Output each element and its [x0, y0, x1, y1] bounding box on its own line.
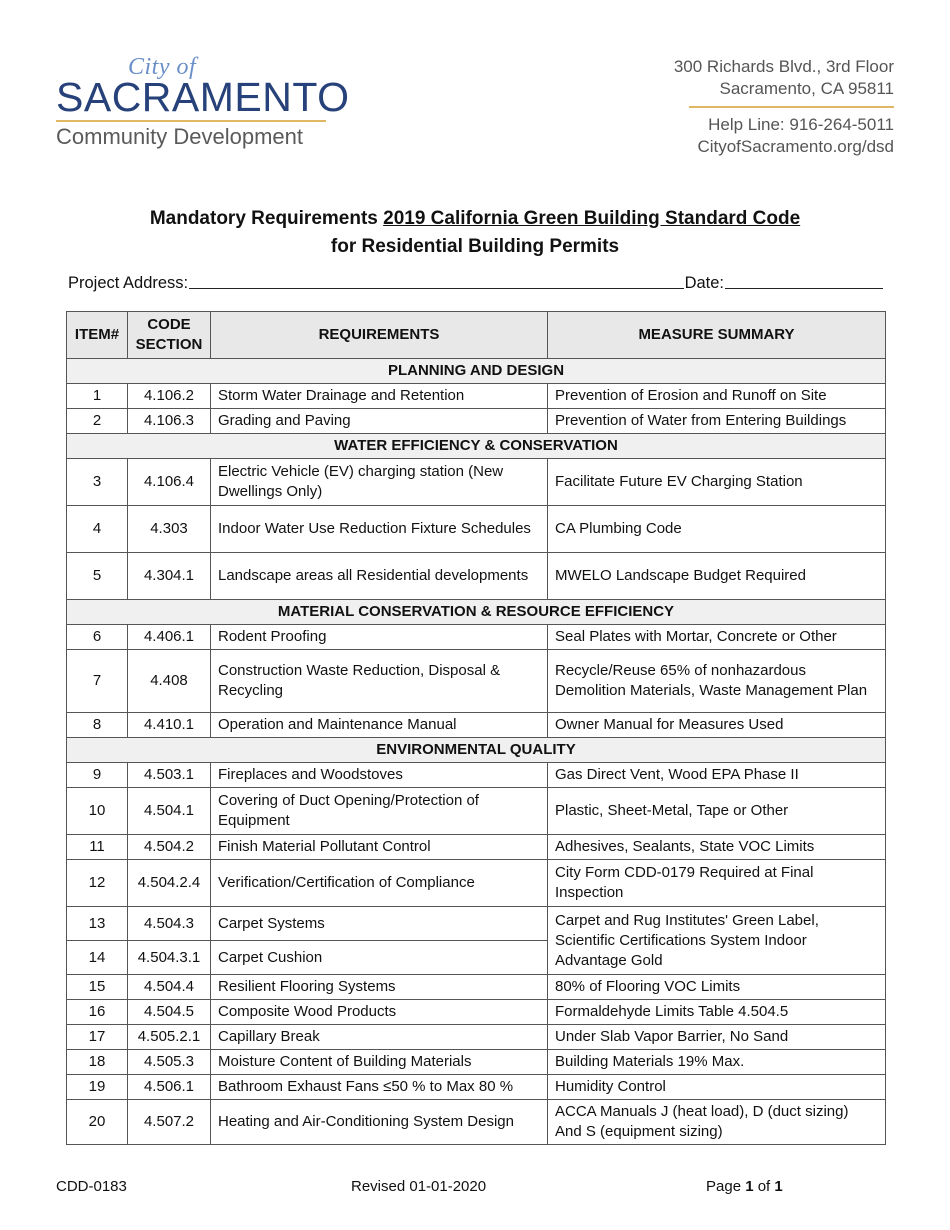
cell-requirement: Heating and Air-Conditioning System Design: [211, 1100, 548, 1145]
requirements-table: [66, 311, 886, 1145]
project-info-row: [68, 274, 884, 293]
cell-item: 10: [67, 788, 128, 835]
section-row: [67, 600, 886, 625]
logo-divider: [56, 120, 326, 122]
section-row: [67, 359, 886, 384]
cell-code: 4.504.4: [128, 975, 211, 1000]
project-address-field[interactable]: [189, 274, 683, 289]
title-line-2: for Residential Building Permits: [330, 236, 620, 257]
cell-item: 12: [67, 860, 128, 907]
table-row: [67, 506, 886, 553]
cell-code: 4.106.4: [128, 459, 211, 506]
cell-item: 4: [67, 506, 128, 553]
page-current: 1: [745, 1178, 754, 1195]
page-total: 1: [774, 1178, 783, 1195]
table-row: [67, 713, 886, 738]
cell-measure: Under Slab Vapor Barrier, No Sand: [548, 1025, 886, 1050]
cell-code: 4.505.3: [128, 1050, 211, 1075]
table-row: [67, 975, 886, 1000]
cell-requirement: Bathroom Exhaust Fans ≤50 % to Max 80 %: [211, 1075, 548, 1100]
section-title: PLANNING AND DESIGN: [67, 359, 886, 384]
cell-measure: City Form CDD-0179 Required at Final Inspection: [548, 860, 886, 907]
table-row: [67, 459, 886, 506]
table-header-row: [67, 312, 886, 359]
table-row: [67, 835, 886, 860]
date-field[interactable]: [725, 274, 883, 289]
cell-measure: ACCA Manuals J (heat load), D (duct sizing) And S (equipment sizing): [548, 1100, 886, 1145]
cell-code: 4.504.5: [128, 1000, 211, 1025]
contact-divider: [689, 106, 894, 108]
cell-code: 4.504.3: [128, 907, 211, 941]
cell-code: 4.410.1: [128, 713, 211, 738]
title-prefix: Mandatory Requirements: [149, 208, 384, 229]
cell-requirement: Verification/Certification of Compliance: [211, 860, 548, 907]
cell-measure: Building Materials 19% Max.: [548, 1050, 886, 1075]
cell-code: 4.504.2: [128, 835, 211, 860]
cell-measure: Adhesives, Sealants, State VOC Limits: [548, 835, 886, 860]
cell-item: 13: [67, 907, 128, 941]
cell-code: 4.505.2.1: [128, 1025, 211, 1050]
website: CityofSacramento.org/dsd: [697, 137, 894, 156]
cell-measure: MWELO Landscape Budget Required: [548, 553, 886, 600]
cell-requirement: Capillary Break: [211, 1025, 548, 1050]
cell-item: 17: [67, 1025, 128, 1050]
cell-code: 4.406.1: [128, 625, 211, 650]
cell-code: 4.408: [128, 650, 211, 713]
cell-requirement: Resilient Flooring Systems: [211, 975, 548, 1000]
cell-measure: Prevention of Erosion and Runoff on Site: [548, 384, 886, 409]
cell-item: 1: [67, 384, 128, 409]
page-number: [706, 1178, 783, 1195]
cell-item: 18: [67, 1050, 128, 1075]
cell-code: 4.506.1: [128, 1075, 211, 1100]
cell-item: 15: [67, 975, 128, 1000]
section-title: WATER EFFICIENCY & CONSERVATION: [67, 434, 886, 459]
table-row: [67, 1100, 886, 1145]
cell-item: 20: [67, 1100, 128, 1145]
date-label: Date:: [684, 274, 724, 292]
cell-code: 4.106.2: [128, 384, 211, 409]
logo-community-development: Community Development: [56, 124, 303, 149]
header-item: ITEM#: [67, 312, 128, 359]
cell-requirement: Landscape areas all Residential developments: [211, 553, 548, 600]
title-code-name: 2019 California Green Building Standard Code: [383, 208, 801, 229]
revised-date: Revised 01-01-2020: [351, 1178, 487, 1195]
cell-measure: Carpet and Rug Institutes' Green Label, Scientific Certifications System Indoor Advantage Gold: [548, 907, 886, 975]
table-row: [67, 553, 886, 600]
cell-measure: Formaldehyde Limits Table 4.504.5: [548, 1000, 886, 1025]
cell-item: 11: [67, 835, 128, 860]
cell-code: 4.504.1: [128, 788, 211, 835]
cell-item: 3: [67, 459, 128, 506]
section-row: [67, 738, 886, 763]
cell-measure: Owner Manual for Measures Used: [548, 713, 886, 738]
cell-item: 6: [67, 625, 128, 650]
cell-requirement: Operation and Maintenance Manual: [211, 713, 548, 738]
cell-item: 2: [67, 409, 128, 434]
cell-requirement: Covering of Duct Opening/Protection of Equipment: [211, 788, 548, 835]
cell-requirement: Carpet Systems: [211, 907, 548, 941]
cell-item: 16: [67, 1000, 128, 1025]
cell-measure: Humidity Control: [548, 1075, 886, 1100]
cell-measure: 80% of Flooring VOC Limits: [548, 975, 886, 1000]
city-logo: [56, 52, 350, 162]
cell-item: 7: [67, 650, 128, 713]
cell-code: 4.507.2: [128, 1100, 211, 1145]
address-line-2: Sacramento, CA 95811: [719, 79, 894, 98]
logo-sacramento: SACRAMENTO: [56, 74, 350, 120]
table-row: [67, 1050, 886, 1075]
document-title: [0, 205, 950, 261]
header-measure-summary: MEASURE SUMMARY: [548, 312, 886, 359]
logo-city-of: City of: [128, 54, 197, 80]
table-row: [67, 625, 886, 650]
cell-requirement: Fireplaces and Woodstoves: [211, 763, 548, 788]
cell-requirement: Finish Material Pollutant Control: [211, 835, 548, 860]
cell-measure: CA Plumbing Code: [548, 506, 886, 553]
cell-code: 4.503.1: [128, 763, 211, 788]
cell-requirement: Construction Waste Reduction, Disposal & Recycling: [211, 650, 548, 713]
cell-requirement: Rodent Proofing: [211, 625, 548, 650]
table-row: [67, 788, 886, 835]
table-row: [67, 384, 886, 409]
cell-requirement: Indoor Water Use Reduction Fixture Schedules: [211, 506, 548, 553]
table-row: [67, 860, 886, 907]
contact-block: [674, 56, 894, 158]
address-line-1: 300 Richards Blvd., 3rd Floor: [673, 57, 894, 76]
section-title: MATERIAL CONSERVATION & RESOURCE EFFICIENCY: [67, 600, 886, 625]
table-row: [67, 763, 886, 788]
section-row: [67, 434, 886, 459]
page-of: of: [753, 1178, 775, 1195]
section-title: ENVIRONMENTAL QUALITY: [67, 738, 886, 763]
cell-measure: Plastic, Sheet-Metal, Tape or Other: [548, 788, 886, 835]
cell-code: 4.304.1: [128, 553, 211, 600]
table-row: [67, 409, 886, 434]
table-row: [67, 1075, 886, 1100]
table-row: [67, 1025, 886, 1050]
cell-item: 5: [67, 553, 128, 600]
cell-requirement: Composite Wood Products: [211, 1000, 548, 1025]
project-address-label: Project Address:: [68, 274, 189, 292]
cell-code: 4.303: [128, 506, 211, 553]
cell-code: 4.106.3: [128, 409, 211, 434]
table-row: [67, 907, 886, 941]
table-row: [67, 1000, 886, 1025]
cell-requirement: Storm Water Drainage and Retention: [211, 384, 548, 409]
cell-code: 4.504.2.4: [128, 860, 211, 907]
cell-item: 8: [67, 713, 128, 738]
cell-item: 14: [67, 941, 128, 975]
cell-measure: Seal Plates with Mortar, Concrete or Other: [548, 625, 886, 650]
help-line: Help Line: 916-264-5011: [708, 115, 894, 134]
cell-measure: Gas Direct Vent, Wood EPA Phase II: [548, 763, 886, 788]
cell-measure: Recycle/Reuse 65% of nonhazardous Demolition Materials, Waste Management Plan: [548, 650, 886, 713]
cell-requirement: Moisture Content of Building Materials: [211, 1050, 548, 1075]
table-row: [67, 650, 886, 713]
page-prefix: Page: [706, 1178, 746, 1195]
header-code-section: CODE SECTION: [128, 312, 211, 359]
cell-item: 9: [67, 763, 128, 788]
header-requirements: REQUIREMENTS: [211, 312, 548, 359]
form-id: CDD-0183: [56, 1178, 127, 1195]
cell-measure: Prevention of Water from Entering Buildings: [548, 409, 886, 434]
cell-measure: Facilitate Future EV Charging Station: [548, 459, 886, 506]
cell-item: 19: [67, 1075, 128, 1100]
cell-requirement: Electric Vehicle (EV) charging station (New Dwellings Only): [211, 459, 548, 506]
cell-code: 4.504.3.1: [128, 941, 211, 975]
cell-requirement: Carpet Cushion: [211, 941, 548, 975]
cell-requirement: Grading and Paving: [211, 409, 548, 434]
